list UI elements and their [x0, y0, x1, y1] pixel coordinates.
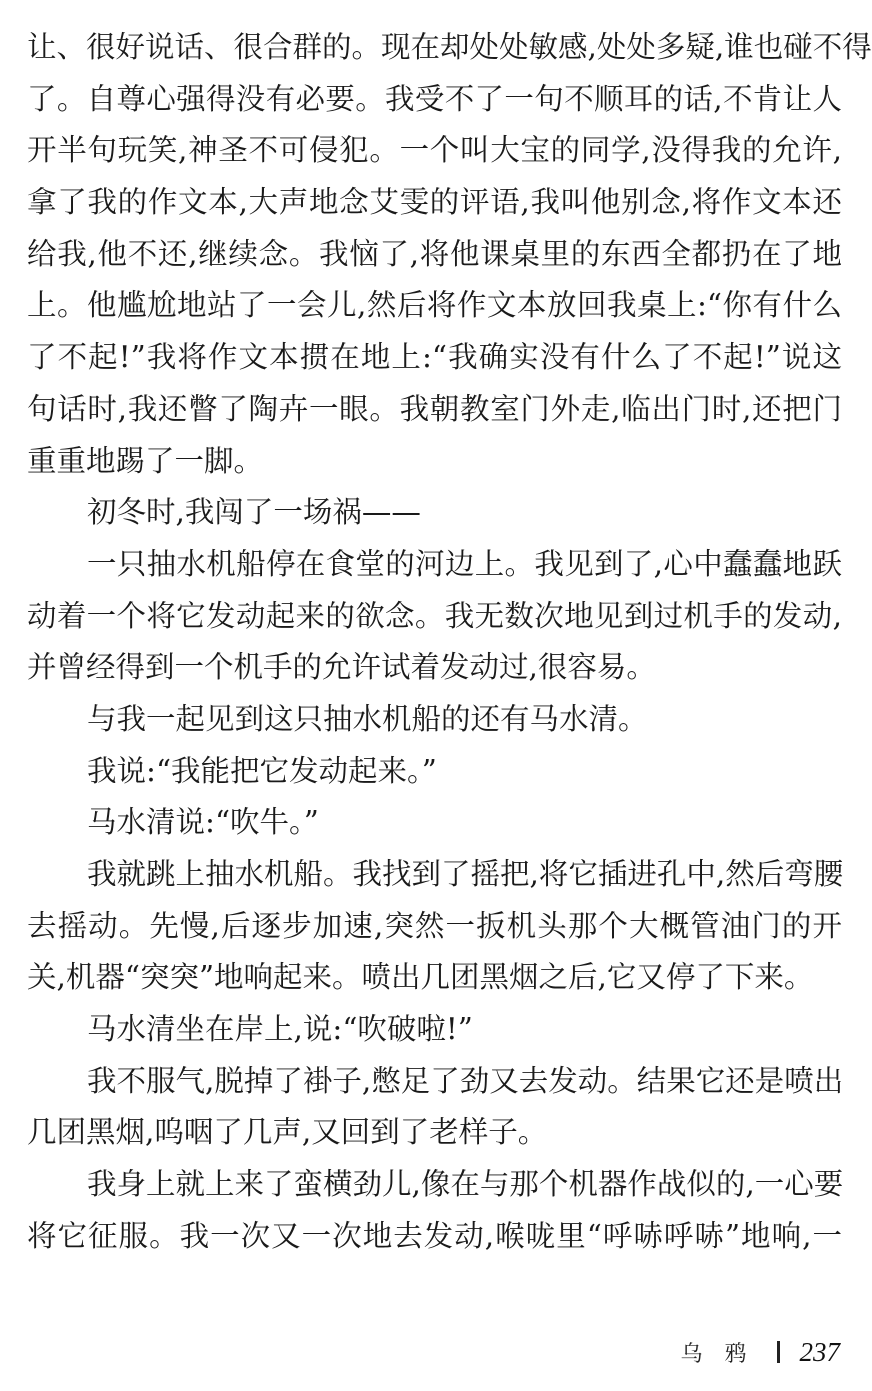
paragraph-start-line: 我身上就上来了蛮横劲儿,像在与那个机器作战似的,一心要	[87, 1167, 844, 1202]
paragraph-start-line: 马水清坐在岸上,说:“吹破啦!”	[87, 1012, 473, 1047]
text-line: 动着一个将它发动起来的欲念。我无数次地见到过机手的发动,	[27, 598, 842, 633]
paragraph-start-line: 马水清说:“吹牛。”	[87, 805, 319, 840]
paragraph-start-line: 一只抽水机船停在食堂的河边上。我见到了,心中蠢蠢地跃	[87, 546, 842, 581]
text-line: 拿了我的作文本,大声地念艾雯的评语,我叫他别念,将作文本还	[27, 185, 842, 220]
paragraph-start-line: 我不服气,脱掉了褂子,憋足了劲又去发动。结果它还是喷出	[87, 1063, 844, 1098]
paragraph-start-line: 与我一起见到这只抽水机船的还有马水清。	[87, 701, 648, 736]
page-body	[27, 22, 872, 1263]
page-footer	[0, 1332, 840, 1372]
running-title: 乌鸦	[680, 1341, 769, 1367]
text-line: 去摇动。先慢,后逐步加速,突然一扳机头那个大概管油门的开	[27, 908, 842, 943]
text-line: 了不起!”我将作文本掼在地上:“我确实没有什么了不起!”说这	[27, 340, 842, 375]
text-line: 给我,他不还,继续念。我恼了,将他课桌里的东西全都扔在了地	[27, 236, 842, 271]
text-line: 并曾经得到一个机手的允许试着发动过,很容易。	[27, 650, 656, 685]
paragraph-start-line: 我说:“我能把它发动起来。”	[87, 753, 437, 788]
text-line: 将它征服。我一次又一次地去发动,喉咙里“呼哧呼哧”地响,一	[27, 1218, 842, 1253]
paragraph-start-line: 我就跳上抽水机船。我找到了摇把,将它插进孔中,然后弯腰	[87, 857, 844, 891]
text-line: 几团黑烟,呜咽了几声,又回到了老样子。	[27, 1115, 548, 1150]
text-line: 开半句玩笑,神圣不可侵犯。一个叫大宝的同学,没得我的允许,	[27, 133, 842, 168]
text-line: 了。自尊心强得没有必要。我受不了一句不顺耳的话,不肯让人	[27, 81, 842, 116]
text-line: 重重地踢了一脚。	[27, 443, 264, 478]
paragraph-start-line: 初冬时,我闯了一场祸——	[87, 495, 421, 530]
text-line: 让、很好说话、很合群的。现在却处处敏感,处处多疑,谁也碰不得	[27, 30, 872, 64]
page-number: 237	[799, 1336, 840, 1367]
footer-divider	[777, 1341, 780, 1363]
text-line: 关,机器“突突”地响起来。喷出几团黑烟之后,它又停了下来。	[27, 960, 814, 995]
text-line: 上。他尴尬地站了一会儿,然后将作文本放回我桌上:“你有什么	[27, 288, 842, 323]
text-line: 句话时,我还瞥了陶卉一眼。我朝教室门外走,临出门时,还把门	[27, 391, 842, 426]
